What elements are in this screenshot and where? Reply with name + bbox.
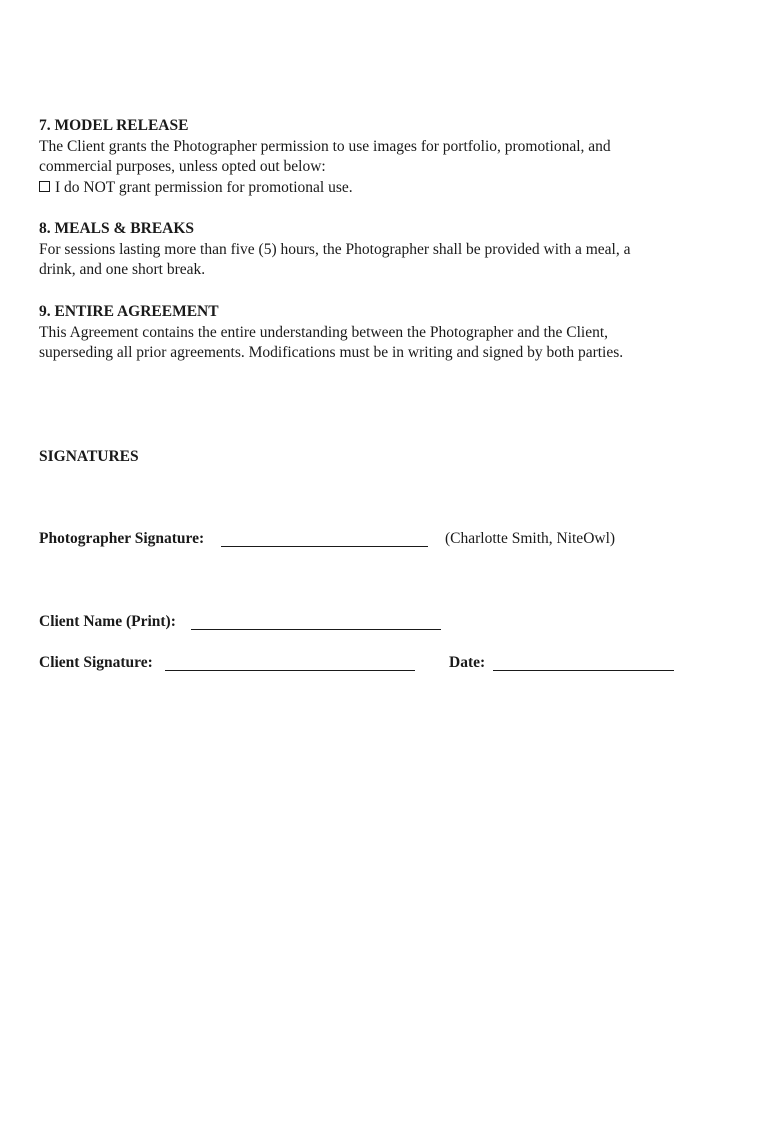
signatures-heading: SIGNATURES [39,448,139,465]
section-meals-breaks [39,219,719,281]
client-name-row [39,612,679,634]
opt-out-checkbox-line [39,178,719,199]
client-signature-row [39,653,679,675]
section-entire-agreement [39,302,719,364]
date-field[interactable] [493,670,674,671]
photographer-signature-label: Photographer Signature: [39,530,205,547]
section-text-line: For sessions lasting more than five (5) hours, the Photographer shall be provided with a meal, a [39,240,631,258]
section-text-line: drink, and one short break. [39,261,206,279]
section-heading: 7. MODEL RELEASE [39,117,189,134]
section-text-line: The Client grants the Photographer permission to use images for portfolio, promotional, and [39,137,611,155]
section-heading: 9. ENTIRE AGREEMENT [39,303,219,320]
checkbox-icon[interactable] [39,181,50,192]
section-text-line: This Agreement contains the entire understanding between the Photographer and the Client, [39,323,609,341]
client-signature-label: Client Signature: [39,654,153,671]
section-text-line: superseding all prior agreements. Modifications must be in writing and signed by both parties. [39,344,624,362]
section-heading: 8. MEALS & BREAKS [39,220,195,237]
client-signature-field[interactable] [165,670,415,671]
photographer-signature-field[interactable] [221,546,428,547]
client-name-field[interactable] [191,629,441,630]
opt-out-checkbox-label: I do NOT grant permission for promotional use. [55,178,353,196]
photographer-signature-row [39,529,679,551]
photographer-name-note: (Charlotte Smith, NiteOwl) [445,530,616,547]
section-text-line: commercial purposes, unless opted out below: [39,158,326,176]
date-label: Date: [449,654,486,671]
section-model-release [39,116,719,198]
client-name-label: Client Name (Print): [39,613,176,630]
